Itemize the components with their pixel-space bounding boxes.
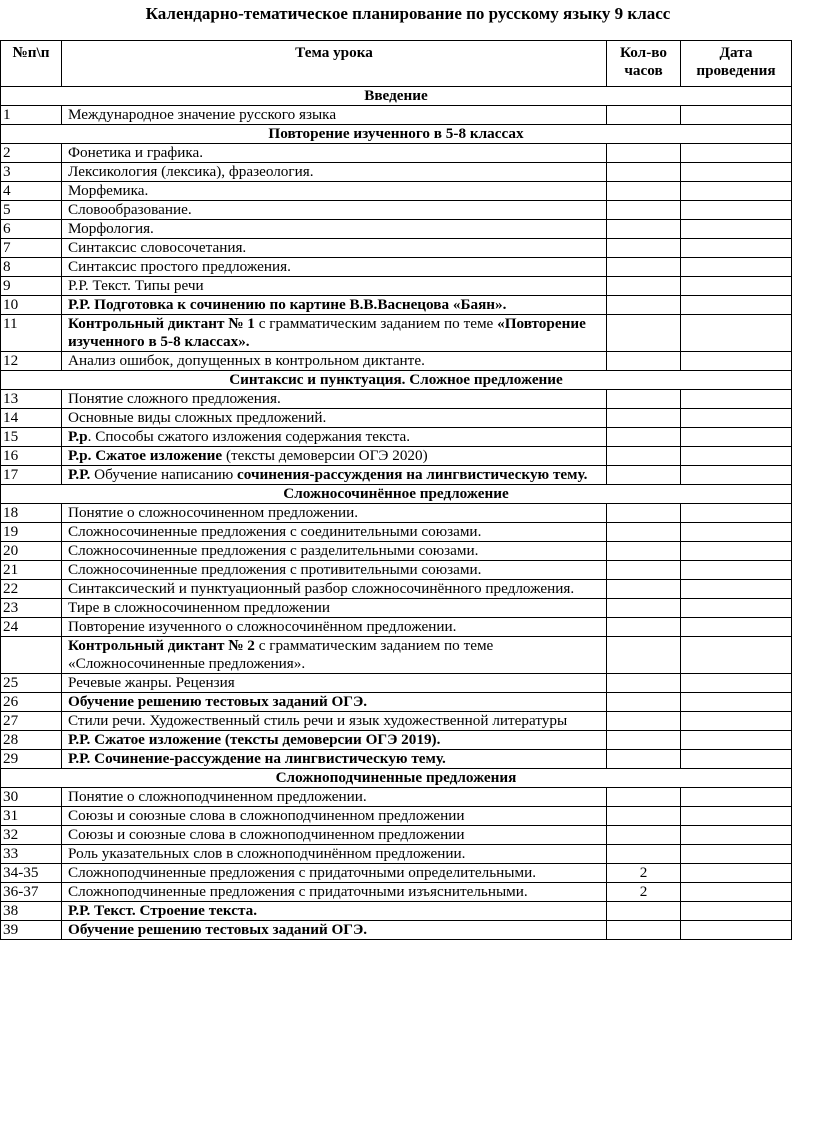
topic-text: Словообразование. [68,201,192,218]
table-row [1,201,792,220]
column-header-date: Дата проведения [681,41,792,87]
lesson-hours [607,163,681,182]
lesson-hours [607,466,681,485]
lesson-date [681,674,792,693]
topic-text-bold: Обучение решению тестовых заданий ОГЭ. [68,693,368,710]
lesson-hours [607,750,681,769]
lesson-hours [607,390,681,409]
lesson-hours [607,239,681,258]
lesson-number: 5 [1,201,62,220]
table-row [1,352,792,371]
table-row [1,428,792,447]
table-row [1,296,792,315]
lesson-date [681,788,792,807]
lesson-number: 22 [1,580,62,599]
lesson-hours [607,788,681,807]
lesson-date [681,599,792,618]
lesson-hours [607,447,681,466]
topic-text: Сложносочиненные предложения с разделительными союзами. [68,542,479,559]
lesson-date [681,712,792,731]
table-row [1,504,792,523]
lesson-date [681,390,792,409]
table-row [1,220,792,239]
lesson-number: 13 [1,390,62,409]
lesson-number: 15 [1,428,62,447]
lesson-hours [607,637,681,674]
lesson-number: 26 [1,693,62,712]
table-row [1,921,792,940]
topic-text: Международное значение русского языка [68,106,337,123]
lesson-topic [62,637,607,674]
lesson-date [681,352,792,371]
lesson-date [681,693,792,712]
lesson-date [681,902,792,921]
lesson-topic [62,845,607,864]
lesson-hours [607,201,681,220]
lesson-topic [62,731,607,750]
lesson-number: 12 [1,352,62,371]
lesson-topic [62,409,607,428]
topic-text: с грамматическим заданием по теме «Сложносочиненные предложения». [68,637,494,672]
lesson-date [681,504,792,523]
topic-text: Р.Р. Текст. Типы речи [68,277,204,294]
topic-text: Синтаксис простого предложения. [68,258,291,275]
lesson-date [681,807,792,826]
lesson-date [681,409,792,428]
lesson-hours [607,693,681,712]
lesson-number: 33 [1,845,62,864]
table-header-row [1,41,792,87]
lesson-date [681,637,792,674]
section-header-row [1,87,792,106]
lesson-topic [62,352,607,371]
topic-text: Основные виды сложных предложений. [68,409,327,426]
lesson-hours [607,144,681,163]
lesson-date [681,296,792,315]
topic-text-bold: Р.р [68,428,88,445]
lesson-number: 7 [1,239,62,258]
table-row [1,807,792,826]
lesson-number: 20 [1,542,62,561]
lesson-hours [607,674,681,693]
lesson-hours [607,826,681,845]
lesson-topic [62,466,607,485]
lesson-topic [62,239,607,258]
lesson-plan-table [0,40,792,940]
table-row [1,712,792,731]
lesson-hours [607,182,681,201]
lesson-number: 24 [1,618,62,637]
lesson-number: 1 [1,106,62,125]
lesson-hours [607,902,681,921]
section-title: Сложноподчиненные предложения [1,769,792,788]
lesson-topic [62,902,607,921]
table-row [1,561,792,580]
lesson-number: 4 [1,182,62,201]
lesson-topic [62,296,607,315]
lesson-date [681,447,792,466]
lesson-number: 16 [1,447,62,466]
lesson-topic [62,674,607,693]
table-row [1,599,792,618]
lesson-number: 10 [1,296,62,315]
lesson-number: 19 [1,523,62,542]
lesson-number: 21 [1,561,62,580]
lesson-number: 29 [1,750,62,769]
topic-text-bold: Р.Р. [68,466,91,483]
lesson-number: 8 [1,258,62,277]
lesson-date [681,618,792,637]
table-row [1,277,792,296]
lesson-number [1,637,62,674]
lesson-topic [62,561,607,580]
lesson-date [681,883,792,902]
section-title: Сложносочинённое предложение [1,485,792,504]
table-row [1,883,792,902]
table-row [1,542,792,561]
lesson-hours [607,845,681,864]
lesson-hours [607,561,681,580]
lesson-topic [62,523,607,542]
lesson-number: 32 [1,826,62,845]
lesson-date [681,428,792,447]
lesson-hours [607,599,681,618]
lesson-date [681,163,792,182]
topic-text-bold: Контрольный диктант № 2 [68,637,255,654]
topic-text: Повторение изученного о сложносочинённом предложении. [68,618,457,635]
column-header-num: №п\п [1,41,62,87]
table-row [1,674,792,693]
lesson-number: 38 [1,902,62,921]
table-row [1,163,792,182]
topic-text-bold: сочинения-рассуждения на лингвистическую тему. [237,466,588,483]
lesson-date [681,315,792,352]
lesson-hours [607,315,681,352]
table-row [1,144,792,163]
lesson-number: 31 [1,807,62,826]
lesson-hours [607,731,681,750]
table-row [1,580,792,599]
lesson-hours [607,542,681,561]
lesson-topic [62,883,607,902]
lesson-date [681,182,792,201]
lesson-date [681,523,792,542]
lesson-number: 14 [1,409,62,428]
section-header-row [1,371,792,390]
lesson-topic [62,826,607,845]
column-header-topic: Тема урока [62,41,607,87]
topic-text-bold: Обучение решению тестовых заданий ОГЭ. [68,921,368,938]
topic-text: Речевые жанры. Рецензия [68,674,235,691]
topic-text: Обучение написанию [90,466,238,483]
lesson-date [681,826,792,845]
topic-text-bold: Контрольный диктант № 1 [68,315,255,332]
lesson-topic [62,106,607,125]
table-row [1,693,792,712]
lesson-date [681,731,792,750]
table-row [1,864,792,883]
lesson-hours [607,352,681,371]
lesson-number: 2 [1,144,62,163]
lesson-hours [607,712,681,731]
lesson-topic [62,428,607,447]
table-row [1,182,792,201]
section-title: Синтаксис и пунктуация. Сложное предложение [1,371,792,390]
lesson-topic [62,542,607,561]
lesson-topic [62,788,607,807]
lesson-hours [607,409,681,428]
lesson-date [681,561,792,580]
section-title: Введение [1,87,792,106]
lesson-topic [62,599,607,618]
lesson-number: 18 [1,504,62,523]
lesson-topic [62,315,607,352]
lesson-hours [607,428,681,447]
section-header-row [1,769,792,788]
topic-text: Стили речи. Художественный стиль речи и язык художественной литературы [68,712,568,729]
lesson-number: 11 [1,315,62,352]
lesson-date [681,201,792,220]
table-row [1,466,792,485]
table-row [1,409,792,428]
topic-text: Союзы и союзные слова в сложноподчиненном предложении [68,826,465,843]
lesson-topic [62,277,607,296]
table-body [1,87,792,940]
lesson-number: 34-35 [1,864,62,883]
topic-text-bold: Р.Р. Сжатое изложение (тексты демоверсии ОГЭ 2019). [68,731,441,748]
lesson-hours: 2 [607,864,681,883]
lesson-hours [607,523,681,542]
page-title: Календарно-тематическое планирование по русскому языку 9 класс [145,4,671,23]
topic-text-bold: «Повторение изученного в 5-8 классах». [68,315,586,350]
lesson-topic [62,220,607,239]
topic-text-bold: Р.Р. Текст. Строение текста. [68,902,258,919]
topic-text: Анализ ошибок, допущенных в контрольном диктанте. [68,352,425,369]
topic-text: Сложносочиненные предложения с противительными союзами. [68,561,482,578]
table-row [1,315,792,352]
lesson-number: 27 [1,712,62,731]
lesson-date [681,239,792,258]
lesson-topic [62,163,607,182]
topic-text: Морфемика. [68,182,149,199]
lesson-topic [62,712,607,731]
lesson-hours [607,580,681,599]
topic-text: (тексты демоверсии ОГЭ 2020) [222,447,428,464]
lesson-topic [62,182,607,201]
lesson-number: 39 [1,921,62,940]
topic-text-bold: Р.р. Сжатое изложение [68,447,223,464]
lesson-date [681,220,792,239]
topic-text-bold: Р.Р. Подготовка к сочинению по картине В.В.Васнецова «Баян». [68,296,507,313]
topic-text: . Способы сжатого изложения содержания текста. [87,428,411,445]
lesson-hours [607,277,681,296]
lesson-topic [62,921,607,940]
column-header-hours: Кол-во часов [607,41,681,87]
topic-text: Роль указательных слов в сложноподчинённом предложении. [68,845,466,862]
section-header-row [1,485,792,504]
table-row [1,239,792,258]
lesson-number: 3 [1,163,62,182]
table-row [1,902,792,921]
lesson-topic [62,807,607,826]
lesson-date [681,864,792,883]
lesson-topic [62,504,607,523]
topic-text: Сложноподчиненные предложения с придаточными определительными. [68,864,537,881]
lesson-hours [607,106,681,125]
lesson-date [681,106,792,125]
table-row [1,523,792,542]
lesson-hours [607,807,681,826]
lesson-number: 36-37 [1,883,62,902]
lesson-topic [62,580,607,599]
lesson-hours [607,921,681,940]
lesson-hours [607,618,681,637]
lesson-number: 6 [1,220,62,239]
topic-text: Фонетика и графика. [68,144,204,161]
lesson-hours [607,504,681,523]
table-row [1,637,792,674]
table-row [1,826,792,845]
lesson-topic [62,144,607,163]
table-row [1,845,792,864]
lesson-hours [607,258,681,277]
lesson-number: 17 [1,466,62,485]
lesson-date [681,921,792,940]
lesson-number: 9 [1,277,62,296]
topic-text: Синтаксис словосочетания. [68,239,247,256]
lesson-topic [62,618,607,637]
lesson-number: 30 [1,788,62,807]
lesson-number: 28 [1,731,62,750]
topic-text: Сложносочиненные предложения с соединительными союзами. [68,523,482,540]
lesson-topic [62,693,607,712]
topic-text: Понятие о сложносочиненном предложении. [68,504,359,521]
table-row [1,618,792,637]
section-header-row [1,125,792,144]
lesson-number: 23 [1,599,62,618]
lesson-topic [62,750,607,769]
lesson-hours [607,296,681,315]
lesson-date [681,542,792,561]
table-row [1,106,792,125]
lesson-hours: 2 [607,883,681,902]
topic-text: Морфология. [68,220,154,237]
table-row [1,390,792,409]
lesson-date [681,750,792,769]
lesson-date [681,277,792,296]
lesson-topic [62,258,607,277]
lesson-topic [62,390,607,409]
topic-text: Сложноподчиненные предложения с придаточными изъяснительными. [68,883,528,900]
lesson-date [681,845,792,864]
lesson-date [681,258,792,277]
lesson-hours [607,220,681,239]
table-row [1,750,792,769]
lesson-number: 25 [1,674,62,693]
topic-text: Тире в сложносочиненном предложении [68,599,330,616]
section-title: Повторение изученного в 5-8 классах [1,125,792,144]
topic-text: Понятие сложного предложения. [68,390,281,407]
lesson-date [681,466,792,485]
table-row [1,258,792,277]
table-row [1,788,792,807]
topic-text: с грамматическим заданием по теме [254,315,498,332]
topic-text: Синтаксический и пунктуационный разбор сложносочинённого предложения. [68,580,575,597]
table-row [1,731,792,750]
lesson-date [681,144,792,163]
topic-text: Союзы и союзные слова в сложноподчиненном предложении [68,807,465,824]
topic-text-bold: Р.Р. Сочинение-рассуждение на лингвистическую тему. [68,750,446,767]
lesson-topic [62,201,607,220]
lesson-topic [62,864,607,883]
topic-text: Лексикология (лексика), фразеология. [68,163,314,180]
topic-text: Понятие о сложноподчиненном предложении. [68,788,367,805]
table-row [1,447,792,466]
lesson-date [681,580,792,599]
lesson-topic [62,447,607,466]
